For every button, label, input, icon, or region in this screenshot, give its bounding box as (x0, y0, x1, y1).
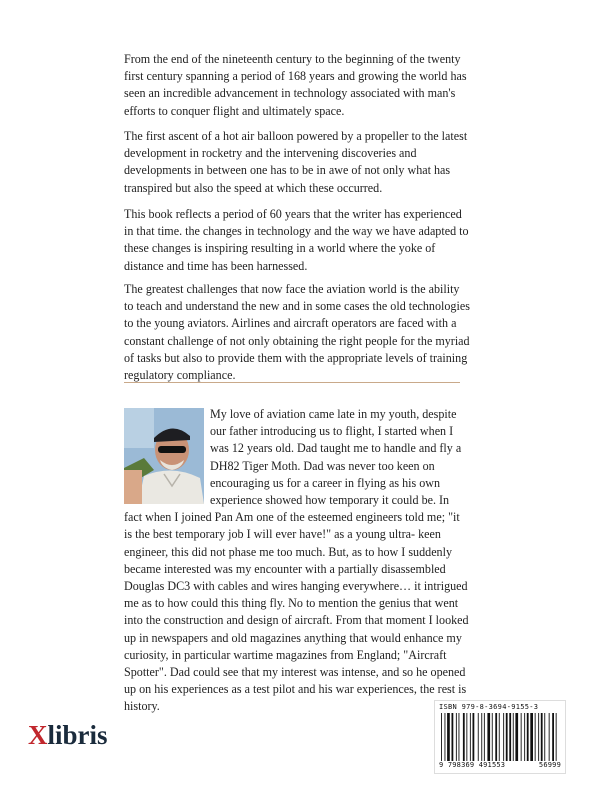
barcode-bar (524, 713, 525, 761)
blurb-paragraph-2: The first ascent of a hot air balloon powered by a propeller to the latest development in rocketry and the intervening discoveries and developments in between one has to be in awe of not only what has transpired but also the speed at which these occurred. (124, 129, 468, 195)
barcode-bar (515, 713, 518, 761)
barcode-bar (530, 713, 533, 761)
barcode-number-row (439, 761, 561, 769)
barcode-bar (478, 713, 479, 761)
barcode-bar (481, 713, 482, 761)
barcode-bar (452, 713, 454, 761)
author-bio (124, 406, 470, 716)
barcode-bar (499, 713, 500, 761)
barcode-bar (506, 713, 508, 761)
barcode-bar (521, 713, 522, 761)
barcode-bar (466, 713, 467, 761)
barcode-bar (552, 713, 554, 761)
section-divider (124, 382, 460, 383)
barcode-bar (535, 713, 536, 761)
price-code: 56999 (538, 761, 561, 769)
barcode-bar (509, 713, 511, 761)
barcode-bar (556, 713, 557, 761)
barcode-bar (541, 713, 543, 761)
blurb-paragraph-1: From the end of the nineteenth century to the beginning of the twenty first century spanning a period of 168 years and growing the world has seen an incredible advancement in technology associated with man's efforts to conquer flight and ultimately space. (124, 52, 467, 118)
barcode-bars (441, 713, 559, 761)
author-bio-text: My love of aviation came late in my youth, despite our father introducing us to flight, I started when I was 12 years old. Dad taught me to handle and fly a DH82 Tiger Moth. Dad was never too keen on encouraging us for a career in flying as his own experience showed how temporary it could be. In fact when I joined Pan Am one of the esteemed engineers told me; "it is the best temporary job I will ever have!" as a young ultra- keen engineer, this did not phase me too much. But, as to how I suddenly became interested was my encounter with a partially disassembled Douglas DC3 with cables and wires hanging everywhere… it intrigued me as to how could this thing fly. No to mention the genius that went into the construction and design of aircraft. From that moment I looked up in newspapers and old magazines anything that would enhance my curiosity, in particular wartime magazines from England; "Aircraft Spotter". Dad could see that my interest was intense, and so he opened up on his experiences as a test pilot and his war experiences, the rest is history. (124, 407, 469, 714)
barcode-bar (549, 713, 550, 761)
barcode-bar (473, 713, 475, 761)
barcode-bar (487, 713, 490, 761)
barcode-bar (544, 713, 545, 761)
publisher-logo (28, 720, 108, 751)
barcode-bar (463, 713, 465, 761)
barcode-bar (484, 713, 485, 761)
publisher-logo-rest: libris (47, 720, 108, 750)
barcode-bar (527, 713, 529, 761)
photo-wrap-spacer (124, 406, 210, 508)
barcode-bar (459, 713, 460, 761)
barcode-bar (470, 713, 471, 761)
isbn-number: ISBN 979-8-3694-9155-3 (439, 703, 539, 711)
barcode-bar (447, 713, 450, 761)
barcode-number: 9 798369 491553 (439, 761, 506, 769)
barcode-bar (456, 713, 457, 761)
barcode-bar (513, 713, 514, 761)
isbn-label (439, 703, 561, 711)
publisher-logo-x: X (28, 720, 48, 750)
blurb-paragraph-4: The greatest challenges that now face the aviation world is the ability to teach and understand the new and in some cases the old technologies to the young aviators. Airlines and aircraft operators are faced with a constant challenge of not only obtaining the right people for the myriad of tasks but also to provide them with the appropriate levels of training regulatory compliance. (124, 282, 470, 383)
barcode-bar (441, 713, 442, 761)
barcode-bar (495, 713, 497, 761)
barcode-bar (503, 713, 504, 761)
barcode-block (434, 700, 566, 774)
barcode-bar (538, 713, 539, 761)
barcode-bar (445, 713, 446, 761)
blurb-paragraph-3: This book reflects a period of 60 years that the writer has experienced in that time. the changes in technology and the way we have adapted to these changes is inspiring resulting in a world where the yoke of distance and time has been harnessed. (124, 207, 469, 273)
barcode-bar (492, 713, 493, 761)
